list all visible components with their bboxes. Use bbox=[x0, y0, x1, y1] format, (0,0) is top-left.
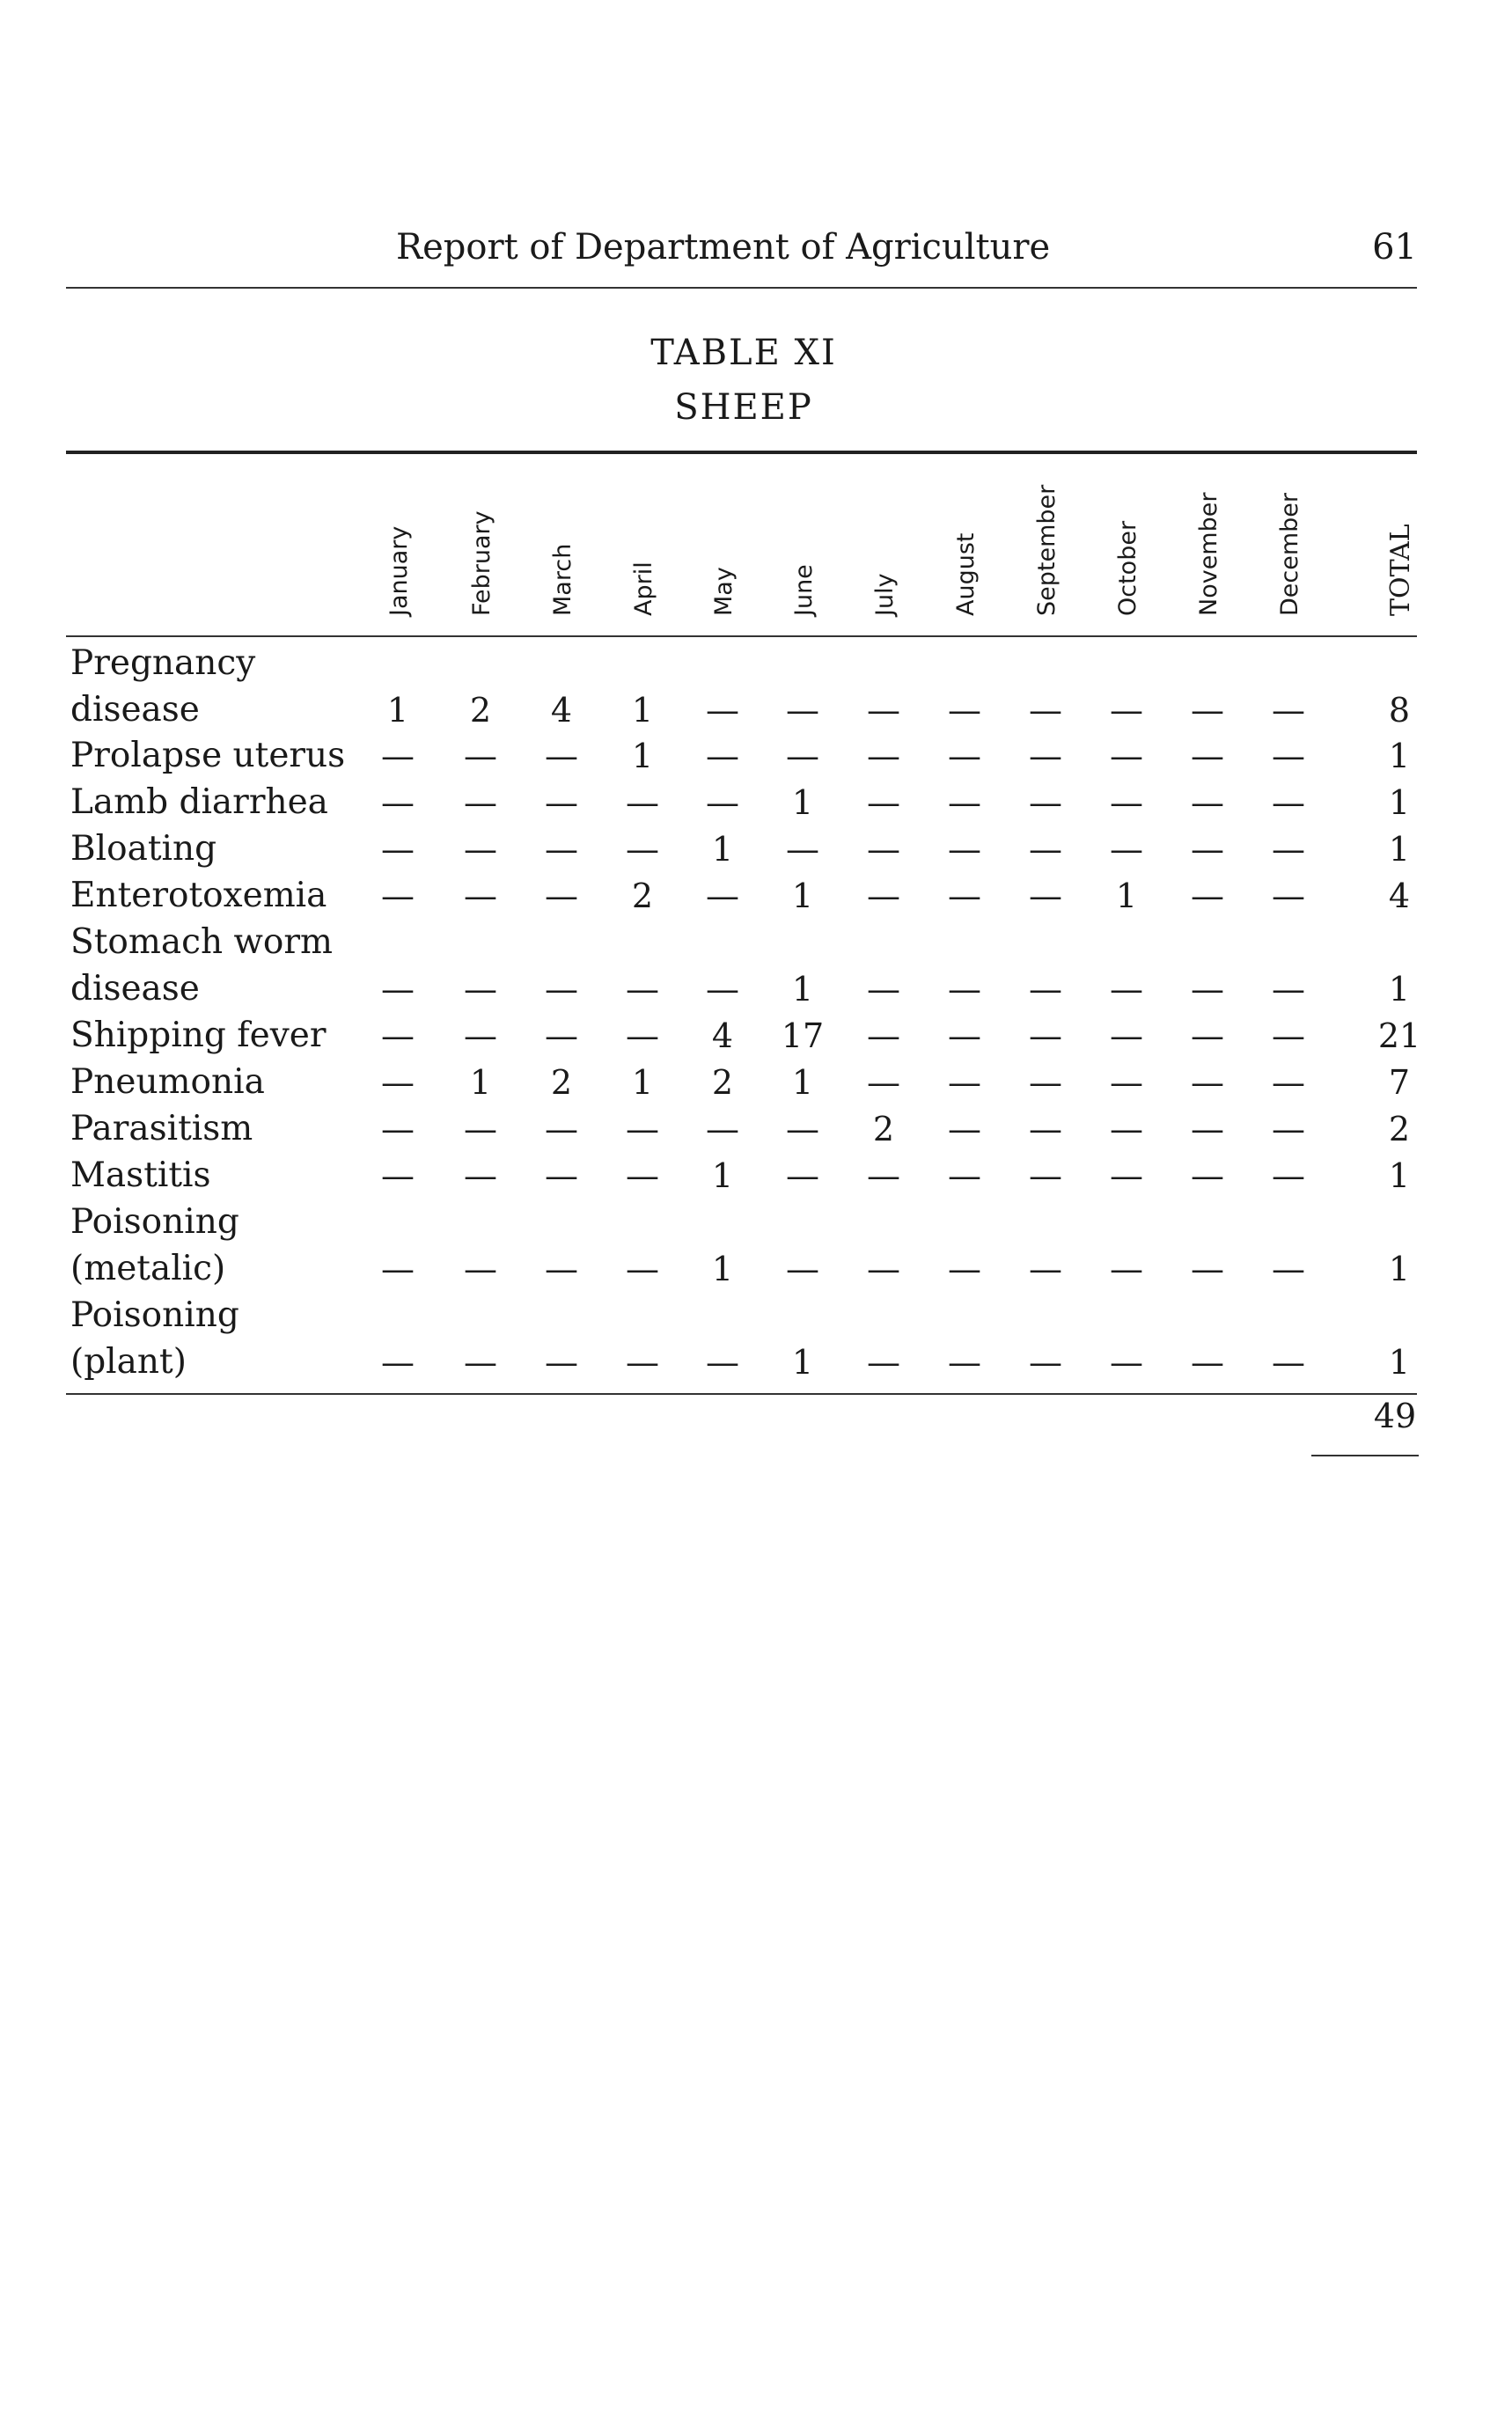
cell-december: — bbox=[1272, 1250, 1305, 1288]
cell-september: — bbox=[1029, 691, 1062, 730]
cell-march: 2 bbox=[550, 1063, 573, 1102]
cell-march: — bbox=[545, 830, 578, 869]
cell-april: 1 bbox=[631, 737, 654, 775]
cell-may: — bbox=[706, 691, 739, 730]
cell-may: 4 bbox=[711, 1016, 734, 1055]
table-row-label-continuation bbox=[0, 1293, 1512, 1339]
table-row bbox=[0, 1246, 1512, 1292]
cell-february: — bbox=[464, 783, 497, 822]
row-total: 2 bbox=[1388, 1110, 1411, 1148]
row-label: disease bbox=[70, 690, 200, 730]
cell-october: — bbox=[1110, 1156, 1143, 1195]
cell-march: — bbox=[545, 1016, 578, 1055]
table-bottom-rule bbox=[66, 1393, 1417, 1395]
cell-october: — bbox=[1110, 1063, 1143, 1102]
cell-august: — bbox=[948, 1063, 981, 1102]
cell-june: 1 bbox=[791, 783, 814, 822]
cell-may: — bbox=[706, 1343, 739, 1382]
cell-april: — bbox=[626, 970, 659, 1009]
page-header-title: Report of Department of Agriculture bbox=[396, 227, 1051, 268]
cell-may: — bbox=[706, 737, 739, 775]
cell-february: — bbox=[464, 1156, 497, 1195]
cell-april: — bbox=[626, 1016, 659, 1055]
cell-august: — bbox=[948, 877, 981, 915]
row-label: Parasitism bbox=[70, 1109, 253, 1148]
cell-may: — bbox=[706, 783, 739, 822]
cell-november: — bbox=[1191, 691, 1224, 730]
cell-february: — bbox=[464, 970, 497, 1009]
cell-october: — bbox=[1110, 1110, 1143, 1148]
column-header-label: November bbox=[1195, 492, 1222, 616]
cell-september: — bbox=[1029, 1016, 1062, 1055]
cell-july: — bbox=[867, 1063, 900, 1102]
cell-october: — bbox=[1110, 1016, 1143, 1055]
cell-august: — bbox=[948, 783, 981, 822]
cell-july: — bbox=[867, 691, 900, 730]
column-header-label: August bbox=[952, 532, 980, 616]
cell-may: 1 bbox=[711, 1156, 734, 1195]
table-row bbox=[0, 826, 1512, 872]
cell-august: — bbox=[948, 737, 981, 775]
cell-december: — bbox=[1272, 1016, 1305, 1055]
cell-january: — bbox=[381, 737, 415, 775]
cell-november: — bbox=[1191, 1343, 1224, 1382]
table-row bbox=[0, 687, 1512, 733]
cell-august: — bbox=[948, 1343, 981, 1382]
cell-january: — bbox=[381, 1250, 415, 1288]
header-rule bbox=[66, 287, 1417, 289]
row-total: 1 bbox=[1388, 1156, 1411, 1195]
cell-september: — bbox=[1029, 1250, 1062, 1288]
cell-november: — bbox=[1191, 970, 1224, 1009]
row-label: (plant) bbox=[70, 1342, 187, 1382]
cell-july: — bbox=[867, 1156, 900, 1195]
cell-july: — bbox=[867, 1343, 900, 1382]
cell-november: — bbox=[1191, 830, 1224, 869]
cell-october: — bbox=[1110, 737, 1143, 775]
cell-february: — bbox=[464, 737, 497, 775]
cell-january: 1 bbox=[386, 691, 409, 730]
column-header-label: February bbox=[468, 510, 495, 616]
cell-september: — bbox=[1029, 737, 1062, 775]
table-row bbox=[0, 1153, 1512, 1199]
cell-december: — bbox=[1272, 1343, 1305, 1382]
column-header-label: April bbox=[630, 561, 657, 616]
cell-march: — bbox=[545, 1156, 578, 1195]
row-label: Prolapse uterus bbox=[70, 736, 346, 775]
cell-february: — bbox=[464, 1110, 497, 1148]
cell-november: — bbox=[1191, 1250, 1224, 1288]
cell-december: — bbox=[1272, 783, 1305, 822]
cell-june: — bbox=[786, 737, 819, 775]
cell-december: — bbox=[1272, 1063, 1305, 1102]
cell-april: — bbox=[626, 1343, 659, 1382]
cell-february: — bbox=[464, 1016, 497, 1055]
column-header-label: July bbox=[871, 573, 899, 616]
cell-march: 4 bbox=[550, 691, 573, 730]
cell-september: — bbox=[1029, 970, 1062, 1009]
cell-march: — bbox=[545, 783, 578, 822]
running-head bbox=[66, 227, 1417, 289]
cell-october: 1 bbox=[1115, 877, 1138, 915]
cell-march: — bbox=[545, 1250, 578, 1288]
row-label: Mastitis bbox=[70, 1155, 211, 1195]
table-row-label-continuation bbox=[0, 641, 1512, 686]
row-total: 21 bbox=[1377, 1016, 1421, 1055]
cell-june: 1 bbox=[791, 1063, 814, 1102]
row-label: Enterotoxemia bbox=[70, 876, 327, 915]
row-label: Shipping fever bbox=[70, 1016, 327, 1055]
cell-november: — bbox=[1191, 877, 1224, 915]
cell-october: — bbox=[1110, 830, 1143, 869]
cell-november: — bbox=[1191, 783, 1224, 822]
cell-march: — bbox=[545, 737, 578, 775]
cell-december: — bbox=[1272, 1156, 1305, 1195]
cell-december: — bbox=[1272, 877, 1305, 915]
table-row bbox=[0, 1060, 1512, 1105]
table-row bbox=[0, 1013, 1512, 1059]
cell-february: — bbox=[464, 830, 497, 869]
cell-may: 1 bbox=[711, 1250, 734, 1288]
cell-july: — bbox=[867, 1016, 900, 1055]
table-row bbox=[0, 873, 1512, 919]
cell-june: — bbox=[786, 1156, 819, 1195]
row-label: Bloating bbox=[70, 829, 217, 869]
cell-january: — bbox=[381, 830, 415, 869]
row-label: Stomach worm bbox=[70, 922, 333, 962]
cell-january: — bbox=[381, 1156, 415, 1195]
table-row bbox=[0, 1106, 1512, 1152]
table-row-label-continuation bbox=[0, 920, 1512, 965]
cell-february: — bbox=[464, 1250, 497, 1288]
column-header-label: September bbox=[1033, 484, 1061, 616]
cell-june: 1 bbox=[791, 877, 814, 915]
row-total: 1 bbox=[1388, 970, 1411, 1009]
cell-november: — bbox=[1191, 1156, 1224, 1195]
cell-august: — bbox=[948, 1156, 981, 1195]
cell-july: — bbox=[867, 737, 900, 775]
cell-november: — bbox=[1191, 1063, 1224, 1102]
row-label: (metalic) bbox=[70, 1249, 226, 1288]
cell-april: — bbox=[626, 783, 659, 822]
cell-april: — bbox=[626, 830, 659, 869]
cell-august: — bbox=[948, 1110, 981, 1148]
cell-july: — bbox=[867, 830, 900, 869]
cell-january: — bbox=[381, 1063, 415, 1102]
cell-june: — bbox=[786, 691, 819, 730]
cell-may: 2 bbox=[711, 1063, 734, 1102]
column-header-label: TOTAL bbox=[1385, 524, 1416, 616]
column-header-label: June bbox=[790, 564, 818, 616]
cell-september: — bbox=[1029, 1063, 1062, 1102]
column-header-label: May bbox=[710, 567, 738, 616]
cell-july: — bbox=[867, 877, 900, 915]
cell-july: — bbox=[867, 970, 900, 1009]
cell-august: — bbox=[948, 1250, 981, 1288]
column-header-label: October bbox=[1114, 520, 1141, 616]
cell-august: — bbox=[948, 691, 981, 730]
cell-may: — bbox=[706, 877, 739, 915]
table-top-rule bbox=[66, 451, 1417, 454]
cell-april: 1 bbox=[631, 691, 654, 730]
column-header-label: March bbox=[549, 543, 576, 616]
cell-september: — bbox=[1029, 830, 1062, 869]
table-title: TABLE XI bbox=[650, 333, 837, 373]
cell-august: — bbox=[948, 1016, 981, 1055]
cell-july: — bbox=[867, 1250, 900, 1288]
grand-total-rule bbox=[1311, 1455, 1419, 1456]
cell-september: — bbox=[1029, 783, 1062, 822]
cell-april: 2 bbox=[631, 877, 654, 915]
cell-may: — bbox=[706, 1110, 739, 1148]
row-total: 7 bbox=[1388, 1063, 1411, 1102]
cell-october: — bbox=[1110, 691, 1143, 730]
cell-january: — bbox=[381, 970, 415, 1009]
row-total: 1 bbox=[1388, 1343, 1411, 1382]
column-header-label: January bbox=[385, 525, 413, 616]
cell-june: 1 bbox=[791, 970, 814, 1009]
row-label: Pneumonia bbox=[70, 1062, 265, 1102]
cell-february: — bbox=[464, 1343, 497, 1382]
cell-november: — bbox=[1191, 1016, 1224, 1055]
cell-august: — bbox=[948, 970, 981, 1009]
row-total: 4 bbox=[1388, 877, 1411, 915]
cell-september: — bbox=[1029, 1156, 1062, 1195]
cell-april: 1 bbox=[631, 1063, 654, 1102]
row-label: Pregnancy bbox=[70, 643, 256, 683]
row-label: Poisoning bbox=[70, 1295, 239, 1335]
column-header-label: December bbox=[1276, 492, 1303, 616]
header-bottom-rule bbox=[66, 635, 1417, 637]
row-total: 8 bbox=[1388, 691, 1411, 730]
cell-september: — bbox=[1029, 877, 1062, 915]
cell-june: 17 bbox=[781, 1016, 825, 1055]
row-total: 1 bbox=[1388, 830, 1411, 869]
table-row bbox=[0, 780, 1512, 825]
cell-october: — bbox=[1110, 1250, 1143, 1288]
cell-april: — bbox=[626, 1156, 659, 1195]
cell-september: — bbox=[1029, 1343, 1062, 1382]
cell-february: 1 bbox=[469, 1063, 492, 1102]
cell-april: — bbox=[626, 1110, 659, 1148]
cell-january: — bbox=[381, 1110, 415, 1148]
cell-may: 1 bbox=[711, 830, 734, 869]
cell-june: — bbox=[786, 1110, 819, 1148]
table-row bbox=[0, 733, 1512, 779]
cell-december: — bbox=[1272, 830, 1305, 869]
table-row bbox=[0, 1339, 1512, 1385]
cell-december: — bbox=[1272, 1110, 1305, 1148]
row-label: Poisoning bbox=[70, 1202, 239, 1242]
cell-july: — bbox=[867, 783, 900, 822]
cell-may: — bbox=[706, 970, 739, 1009]
row-label: Lamb diarrhea bbox=[70, 782, 328, 822]
cell-january: — bbox=[381, 1343, 415, 1382]
cell-march: — bbox=[545, 970, 578, 1009]
table-row bbox=[0, 966, 1512, 1012]
table-row-label-continuation bbox=[0, 1199, 1512, 1245]
cell-january: — bbox=[381, 783, 415, 822]
grand-total: 49 bbox=[1373, 1397, 1417, 1435]
cell-march: — bbox=[545, 1343, 578, 1382]
cell-october: — bbox=[1110, 1343, 1143, 1382]
cell-july: 2 bbox=[872, 1110, 895, 1148]
cell-september: — bbox=[1029, 1110, 1062, 1148]
cell-june: — bbox=[786, 1250, 819, 1288]
row-label: disease bbox=[70, 969, 200, 1009]
table-subtitle: SHEEP bbox=[674, 387, 813, 428]
page-number: 61 bbox=[1372, 227, 1417, 268]
row-total: 1 bbox=[1388, 1250, 1411, 1288]
cell-february: — bbox=[464, 877, 497, 915]
row-total: 1 bbox=[1388, 737, 1411, 775]
cell-june: 1 bbox=[791, 1343, 814, 1382]
cell-october: — bbox=[1110, 783, 1143, 822]
cell-december: — bbox=[1272, 737, 1305, 775]
cell-november: — bbox=[1191, 737, 1224, 775]
cell-june: — bbox=[786, 830, 819, 869]
cell-march: — bbox=[545, 877, 578, 915]
cell-march: — bbox=[545, 1110, 578, 1148]
cell-january: — bbox=[381, 877, 415, 915]
cell-december: — bbox=[1272, 691, 1305, 730]
cell-december: — bbox=[1272, 970, 1305, 1009]
cell-august: — bbox=[948, 830, 981, 869]
cell-november: — bbox=[1191, 1110, 1224, 1148]
cell-february: 2 bbox=[469, 691, 492, 730]
cell-january: — bbox=[381, 1016, 415, 1055]
cell-april: — bbox=[626, 1250, 659, 1288]
row-total: 1 bbox=[1388, 783, 1411, 822]
cell-october: — bbox=[1110, 970, 1143, 1009]
